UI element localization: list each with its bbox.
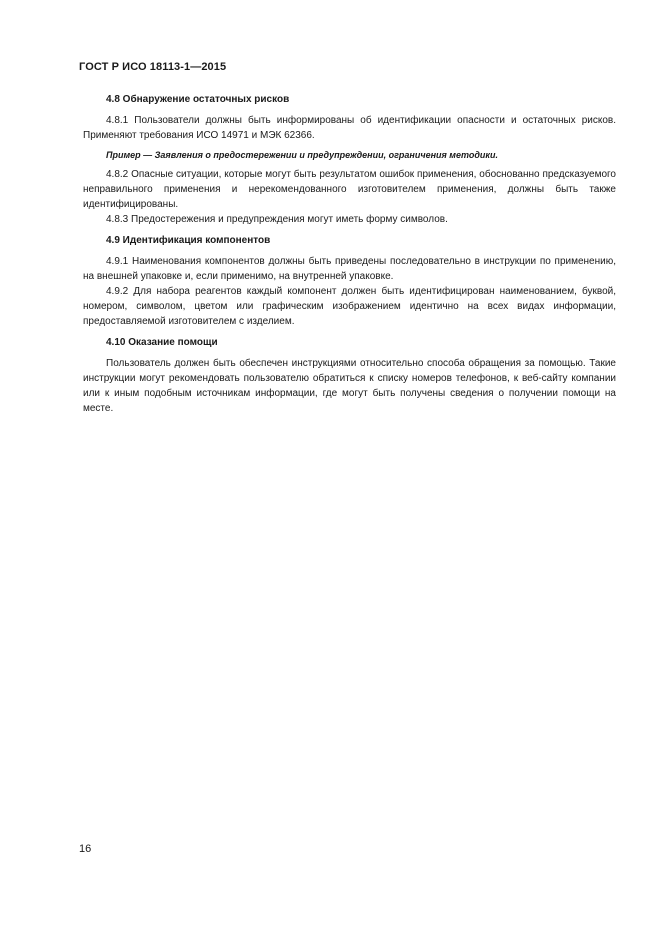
example-label: Пример xyxy=(106,150,141,160)
document-body xyxy=(83,92,616,416)
paragraph-4-9-2: 4.9.2 Для набора реагентов каждый компонент должен быть идентифицирован наименованием, буквой, номером, символом, цветом или графическим изображением идентично на всех видах информации, предоставляемой изготовителем с изделием. xyxy=(83,286,616,327)
paragraph-4-8-2: 4.8.2 Опасные ситуации, которые могут быть результатом ошибок применения, обоснованно предсказуемого неправильного применения и нерекомендованного изготовителем применения, должны быть также идентифицированы. xyxy=(83,169,616,210)
paragraph-4-10: Пользователь должен быть обеспечен инструкциями относительно способа обращения за помощью. Такие инструкции могут рекомендовать пользователю обратиться к списку номеров телефонов, к веб-сайту компании или к иным подобным источникам информации, где могут быть получены сведения о получении помощи на месте. xyxy=(83,358,616,414)
example-text: — Заявления о предостережении и предупреждении, ограничения методики. xyxy=(140,150,498,160)
section-heading-4-10: 4.10 Оказание помощи xyxy=(106,337,218,348)
page-number: 16 xyxy=(79,843,92,855)
section-heading-4-9: 4.9 Идентификация компонентов xyxy=(106,235,271,246)
paragraph-4-9-1: 4.9.1 Наименования компонентов должны быть приведены последовательно в инструкции по применению, на внешней упаковке и, если применимо, на внутренней упаковке. xyxy=(83,256,616,282)
section-heading-4-8: 4.8 Обнаружение остаточных рисков xyxy=(106,94,290,105)
example-note xyxy=(83,148,616,163)
paragraph-4-8-1: 4.8.1 Пользователи должны быть информированы об идентификации опасности и остаточных рисков. Применяют требования ИСО 14971 и МЭК 62366. xyxy=(83,115,616,141)
paragraph-4-8-3: 4.8.3 Предостережения и предупреждения могут иметь форму символов. xyxy=(106,214,448,225)
document-header: ГОСТ Р ИСО 18113-1—2015 xyxy=(79,61,227,73)
